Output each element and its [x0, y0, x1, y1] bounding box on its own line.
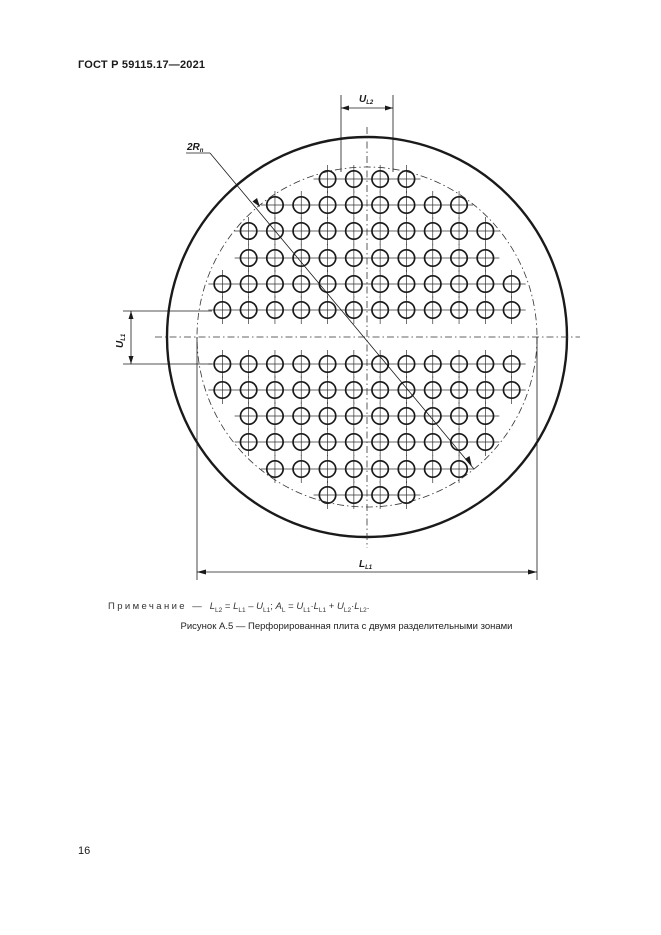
page-number: 16 — [78, 845, 91, 857]
figure-note: Примечание — $L_{L2} = L_{L1} - U_{L1}$; $A_L = U_{L1}\cdot L_{L1} + U_{L2}\cdot L_{L2}$. — [108, 601, 370, 614]
document-header: ГОСТ Р 59115.17—2021 — [78, 59, 206, 71]
dimension-u-l1 — [115, 311, 212, 364]
label-u-l2: $U_{L2}$ — [359, 94, 374, 106]
label-l-l1: $L_{L1}$ — [359, 559, 373, 571]
figure-caption: Рисунок А.5 — Перфорированная плита с двумя разделительными зонами — [180, 621, 513, 632]
label-u-l1: $U_{L1}$ — [115, 333, 127, 348]
label-2rn: $2R_n$ — [187, 142, 204, 154]
